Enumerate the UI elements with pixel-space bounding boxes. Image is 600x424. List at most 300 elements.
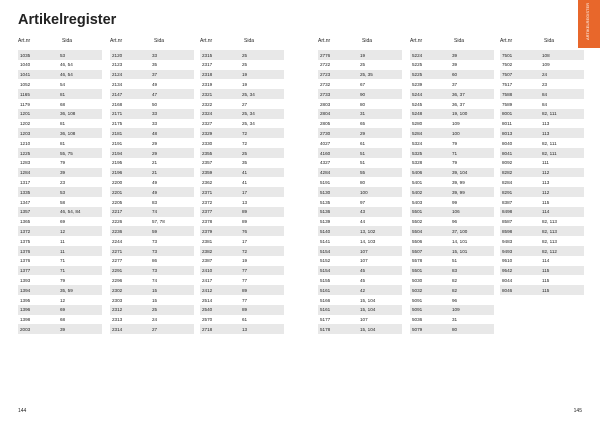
- article-number: 8598: [502, 228, 513, 234]
- article-number: 5177: [320, 317, 331, 323]
- article-number: 2296: [112, 277, 123, 283]
- article-number: 5154: [320, 268, 331, 274]
- table-row: [410, 89, 494, 99]
- page-reference: 107: [360, 248, 368, 254]
- table-row: [318, 226, 402, 236]
- page-reference: 76: [242, 228, 248, 234]
- article-number: 1203: [20, 130, 31, 136]
- article-number: 2329: [202, 130, 213, 136]
- table-row: [18, 285, 102, 295]
- table-row: [318, 138, 402, 148]
- table-row: [500, 197, 584, 207]
- page-reference: 82: [452, 287, 458, 293]
- table-row: [18, 246, 102, 256]
- page-reference: 89: [242, 209, 248, 215]
- article-number: 5091: [412, 307, 423, 313]
- table-row: [410, 266, 494, 276]
- page-reference: 27: [152, 326, 158, 332]
- table-row: [500, 236, 584, 246]
- table-row: [200, 50, 284, 60]
- table-row: [200, 89, 284, 99]
- register-column-3: [200, 36, 284, 334]
- table-row: [318, 324, 402, 334]
- article-number: 5225: [412, 62, 423, 68]
- article-number: 1165: [20, 91, 30, 97]
- table-row: [200, 168, 284, 178]
- page-reference: 14, 103: [360, 238, 376, 244]
- article-number: 2327: [202, 121, 213, 127]
- page-reference: 114: [542, 258, 550, 264]
- article-number: 1365: [20, 219, 31, 225]
- header-sida: Sida: [454, 38, 465, 44]
- article-number: 8092: [502, 160, 513, 166]
- page-reference: 35: [152, 62, 158, 68]
- page-reference: 73: [152, 268, 158, 274]
- article-number: 2200: [112, 179, 123, 185]
- article-number: 8011: [502, 121, 512, 127]
- page-reference: 25, 35: [360, 72, 373, 78]
- register-column-1: [18, 36, 102, 334]
- table-row: [200, 315, 284, 325]
- table-row: [410, 128, 494, 138]
- page-reference: 77: [242, 297, 248, 303]
- article-number: 1201: [20, 111, 31, 117]
- register-column-2: [110, 36, 194, 334]
- page-reference: 37, 100: [452, 228, 468, 234]
- table-row: [110, 138, 194, 148]
- table-row: [500, 158, 584, 168]
- page-reference: 41: [242, 179, 248, 185]
- page-reference: 115: [542, 268, 550, 274]
- table-row: [110, 207, 194, 217]
- page-reference: 74: [152, 277, 158, 283]
- article-number: 2201: [112, 189, 123, 195]
- article-number: 2315: [202, 52, 213, 58]
- article-number: 2776: [320, 52, 331, 58]
- article-number: 5091: [412, 297, 423, 303]
- page-reference: 49: [152, 179, 158, 185]
- page-reference: 31: [452, 317, 458, 323]
- article-number: 2175: [112, 121, 123, 127]
- article-number: 2191: [112, 140, 123, 146]
- article-number: 2514: [202, 297, 213, 303]
- article-number: 5506: [412, 238, 423, 244]
- article-number: 8040: [502, 140, 513, 146]
- header-sida: Sida: [244, 38, 255, 44]
- table-row: [500, 168, 584, 178]
- table-row: [318, 177, 402, 187]
- article-number: 1225: [20, 150, 31, 156]
- page-reference: 69: [60, 219, 66, 225]
- page-reference: 42: [360, 287, 366, 293]
- article-number: 5191: [320, 179, 331, 185]
- page-reference: 89: [242, 219, 248, 225]
- article-number: 2244: [112, 238, 123, 244]
- header-art-nr: Art.nr: [410, 38, 423, 44]
- table-row: [200, 119, 284, 129]
- page-reference: 106: [452, 209, 460, 215]
- table-row: [200, 207, 284, 217]
- table-row: [500, 275, 584, 285]
- article-number: 2277: [112, 258, 123, 264]
- table-row: [200, 226, 284, 236]
- table-row: [318, 79, 402, 89]
- table-row: [200, 197, 284, 207]
- article-number: 1035: [20, 52, 31, 58]
- page-reference: 109: [452, 121, 460, 127]
- article-number: 5178: [320, 326, 331, 332]
- page-reference: 54: [60, 81, 66, 87]
- table-row: [200, 285, 284, 295]
- article-number: 9493: [502, 248, 513, 254]
- page-reference: 96: [452, 297, 458, 303]
- article-number: 1041: [20, 72, 31, 78]
- page-reference: 48: [152, 130, 158, 136]
- table-row: [110, 60, 194, 70]
- page-reference: 71: [60, 268, 66, 274]
- page-reference: 111: [542, 160, 549, 166]
- table-row: [200, 60, 284, 70]
- table-row: [18, 266, 102, 276]
- page-reference: 39, 99: [452, 189, 465, 195]
- article-number: 7589: [502, 101, 513, 107]
- article-number: 8001: [502, 111, 513, 117]
- article-number: 5140: [320, 228, 331, 234]
- article-number: 7517: [502, 81, 513, 87]
- article-number: 1395: [20, 297, 31, 303]
- page-reference: 96: [452, 219, 458, 225]
- page-reference: 13: [242, 326, 248, 332]
- article-number: 2382: [202, 248, 213, 254]
- article-number: 1394: [20, 287, 31, 293]
- table-row: [18, 315, 102, 325]
- table-row: [18, 236, 102, 246]
- article-number: 1179: [20, 101, 30, 107]
- page-reference: 81: [60, 121, 66, 127]
- article-number: 2330: [202, 140, 213, 146]
- table-row: [18, 226, 102, 236]
- article-number: 5166: [320, 297, 331, 303]
- page-reference: 112: [542, 189, 550, 195]
- page-reference: 19: [242, 81, 248, 87]
- table-row: [18, 99, 102, 109]
- table-row: [18, 119, 102, 129]
- article-number: 8282: [502, 170, 513, 176]
- page-reference: 57, 78: [152, 219, 165, 225]
- table-row: [500, 148, 584, 158]
- page-reference: 82, 111: [542, 140, 557, 146]
- page-reference: 25: [242, 150, 248, 156]
- table-row: [200, 158, 284, 168]
- table-row: [110, 285, 194, 295]
- table-row: [410, 60, 494, 70]
- table-row: [410, 187, 494, 197]
- page-reference: 43: [360, 209, 366, 215]
- table-row: [410, 285, 494, 295]
- table-row: [410, 315, 494, 325]
- article-number: 2124: [112, 72, 123, 78]
- article-number: 1040: [20, 62, 31, 68]
- article-number: 5403: [412, 199, 423, 205]
- page-reference: 58: [60, 199, 66, 205]
- article-number: 1335: [20, 189, 31, 195]
- page-reference: 39: [452, 52, 458, 58]
- table-row: [318, 305, 402, 315]
- table-row: [410, 119, 494, 129]
- page-reference: 81: [60, 91, 66, 97]
- table-row: [18, 158, 102, 168]
- article-number: 5152: [320, 258, 331, 264]
- article-number: 5504: [412, 228, 423, 234]
- article-number: 5501: [412, 268, 423, 274]
- table-row: [200, 128, 284, 138]
- article-number: 2318: [202, 72, 213, 78]
- table-row: [18, 89, 102, 99]
- page-reference: 23: [542, 81, 548, 87]
- article-number: 1393: [20, 277, 31, 283]
- article-number: 2324: [202, 111, 213, 117]
- page-reference: 47: [152, 91, 158, 97]
- table-row: [410, 177, 494, 187]
- page-reference: 24: [152, 317, 158, 323]
- table-row: [110, 109, 194, 119]
- page-reference: 25: [360, 62, 366, 68]
- page-reference: 60: [452, 72, 458, 78]
- register-column-5: [410, 36, 494, 334]
- table-row: [318, 119, 402, 129]
- article-number: 2381: [202, 238, 213, 244]
- article-number: 5245: [412, 101, 423, 107]
- page-reference: 17: [242, 238, 248, 244]
- page-reference: 15: [152, 287, 158, 293]
- article-number: 2120: [112, 52, 123, 58]
- table-row: [318, 109, 402, 119]
- article-number: 5136: [320, 209, 331, 215]
- page-reference: 74: [152, 209, 158, 215]
- table-row: [410, 197, 494, 207]
- table-row: [410, 256, 494, 266]
- section-tab-label: ARTIKELREGISTER: [585, 3, 590, 41]
- article-number: 5328: [412, 160, 423, 166]
- article-number: 2732: [320, 81, 331, 87]
- article-number: 2196: [112, 170, 123, 176]
- page-reference: 65: [360, 121, 366, 127]
- page-reference: 46, 54: [60, 62, 73, 68]
- article-number: 2730: [320, 130, 331, 136]
- table-row: [410, 305, 494, 315]
- header-art-nr: Art.nr: [500, 38, 513, 44]
- table-row: [410, 148, 494, 158]
- article-number: 1372: [20, 228, 31, 234]
- table-row: [500, 217, 584, 227]
- page-reference: 80: [360, 101, 366, 107]
- article-number: 1396: [20, 307, 31, 313]
- article-number: 2123: [112, 62, 123, 68]
- page-reference: 46, 54, 84: [60, 209, 81, 215]
- table-row: [500, 138, 584, 148]
- article-number: 2540: [202, 307, 213, 313]
- article-number: 2379: [202, 228, 213, 234]
- article-number: 8041: [502, 150, 513, 156]
- page-reference: 11: [60, 248, 65, 254]
- column-header: [200, 36, 284, 46]
- table-row: [18, 256, 102, 266]
- page-reference: 25, 34: [242, 121, 255, 127]
- page-reference: 13, 102: [360, 228, 376, 234]
- article-number: 5501: [412, 209, 423, 215]
- article-number: 2803: [320, 101, 331, 107]
- article-number: 5079: [412, 326, 423, 332]
- article-number: 8587: [502, 219, 513, 225]
- article-number: 5130: [320, 189, 331, 195]
- table-row: [500, 79, 584, 89]
- table-row: [500, 177, 584, 187]
- table-row: [200, 187, 284, 197]
- table-row: [318, 168, 402, 178]
- table-row: [110, 89, 194, 99]
- header-sida: Sida: [154, 38, 165, 44]
- page-reference: 25: [152, 307, 158, 313]
- page-reference: 19: [360, 52, 366, 58]
- table-row: [410, 207, 494, 217]
- page-reference: 53: [60, 189, 66, 195]
- page-reference: 82, 111: [542, 150, 557, 156]
- article-number: 4027: [320, 140, 331, 146]
- page-reference: 49: [152, 81, 158, 87]
- table-row: [410, 70, 494, 80]
- article-number: 2319: [202, 81, 213, 87]
- column-header: [500, 36, 584, 46]
- article-number: 5248: [412, 111, 423, 117]
- article-number: 5224: [412, 52, 423, 58]
- page-reference: 79: [452, 140, 458, 146]
- table-row: [500, 256, 584, 266]
- page-reference: 97: [360, 199, 366, 205]
- table-row: [500, 128, 584, 138]
- page-reference: 61: [242, 317, 248, 323]
- page-reference: 49: [152, 189, 158, 195]
- page-reference: 72: [242, 140, 248, 146]
- table-row: [18, 275, 102, 285]
- article-number: 5141: [320, 238, 331, 244]
- page-reference: 108: [542, 52, 550, 58]
- article-number: 7502: [502, 62, 513, 68]
- article-number: 8291: [502, 189, 513, 195]
- table-row: [318, 128, 402, 138]
- page-reference: 36, 37: [452, 91, 465, 97]
- page-reference: 80: [360, 179, 366, 185]
- table-row: [410, 138, 494, 148]
- table-row: [318, 89, 402, 99]
- article-number: 5239: [412, 81, 423, 87]
- page-number-right: 145: [573, 408, 582, 414]
- article-number: 2357: [202, 160, 213, 166]
- page-reference: 73: [152, 238, 158, 244]
- page-reference: 19, 100: [452, 111, 468, 117]
- table-row: [200, 99, 284, 109]
- table-row: [410, 324, 494, 334]
- article-number: 1317: [20, 179, 31, 185]
- article-number: 5154: [320, 248, 331, 254]
- table-row: [200, 236, 284, 246]
- page-reference: 19: [242, 72, 248, 78]
- page-reference: 15, 104: [360, 297, 376, 303]
- table-row: [110, 266, 194, 276]
- article-number: 1376: [20, 258, 31, 264]
- table-row: [318, 207, 402, 217]
- article-number: 2718: [202, 326, 213, 332]
- article-number: 2314: [112, 326, 123, 332]
- article-number: 2412: [202, 287, 213, 293]
- table-row: [18, 177, 102, 187]
- page-reference: 11: [60, 238, 65, 244]
- page-reference: 109: [542, 62, 550, 68]
- article-number: 2733: [320, 91, 331, 97]
- table-row: [18, 324, 102, 334]
- page-reference: 39: [452, 62, 458, 68]
- table-row: [500, 187, 584, 197]
- table-row: [18, 50, 102, 60]
- page-reference: 33: [152, 121, 158, 127]
- table-row: [318, 217, 402, 227]
- page-reference: 15: [152, 297, 158, 303]
- table-row: [500, 285, 584, 295]
- table-row: [318, 285, 402, 295]
- page-reference: 86: [152, 258, 158, 264]
- table-row: [500, 266, 584, 276]
- page-reference: 83: [152, 199, 158, 205]
- table-row: [410, 217, 494, 227]
- table-row: [200, 256, 284, 266]
- article-number: 5139: [320, 219, 331, 225]
- table-row: [200, 79, 284, 89]
- page-reference: 113: [542, 121, 550, 127]
- page-reference: 61: [360, 140, 366, 146]
- article-number: 2181: [112, 130, 123, 136]
- table-row: [110, 315, 194, 325]
- page-reference: 17: [242, 189, 248, 195]
- table-row: [410, 158, 494, 168]
- page-reference: 69: [60, 307, 66, 313]
- page-reference: 68: [60, 317, 66, 323]
- article-number: 2804: [320, 111, 331, 117]
- header-art-nr: Art.nr: [200, 38, 213, 44]
- page-reference: 72: [242, 130, 248, 136]
- article-number: 2805: [320, 121, 331, 127]
- page-reference: 14, 101: [452, 238, 468, 244]
- page-reference: 24: [542, 72, 548, 78]
- header-sida: Sida: [362, 38, 373, 44]
- page-reference: 115: [542, 199, 550, 205]
- table-row: [410, 109, 494, 119]
- article-number: 4327: [320, 160, 331, 166]
- register-column-4: [318, 36, 402, 334]
- article-number: 8013: [502, 130, 513, 136]
- table-row: [110, 119, 194, 129]
- page-reference: 25, 34: [242, 91, 255, 97]
- table-row: [410, 275, 494, 285]
- page-number-left: 144: [18, 408, 27, 414]
- page-reference: 100: [360, 189, 368, 195]
- article-number: 2355: [202, 150, 213, 156]
- article-number: 2003: [20, 326, 31, 332]
- article-number: 7501: [502, 52, 513, 58]
- column-header: [318, 36, 402, 46]
- article-number: 5401: [412, 179, 423, 185]
- article-number: 2387: [202, 258, 213, 264]
- article-number: 2236: [112, 228, 123, 234]
- table-row: [110, 275, 194, 285]
